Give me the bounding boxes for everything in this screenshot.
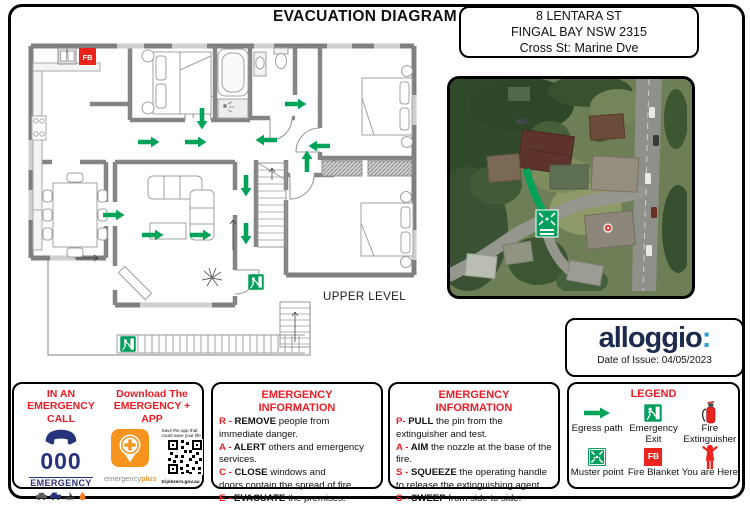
- emergency-plus-app: [104, 428, 157, 501]
- toilet-icon: [274, 48, 288, 69]
- legend-item-fire-blanket: FB Fire Blanket: [625, 446, 681, 479]
- pass-heading-line2: INFORMATION: [435, 401, 513, 414]
- pass-heading-line1: EMERGENCY: [438, 389, 510, 401]
- legend-heading: LEGEND: [630, 388, 677, 400]
- date-of-issue: Date of Issue: 04/05/2023: [597, 355, 712, 366]
- address-line-2: FINGAL BAY NSW 2315: [511, 25, 647, 39]
- brand-logo: [567, 324, 742, 353]
- property-marker: [604, 224, 612, 232]
- shower-icon: [218, 99, 248, 118]
- egress-path-icon: [584, 407, 610, 419]
- race-heading-line1: EMERGENCY: [261, 389, 333, 401]
- police-car-icon: [36, 492, 47, 500]
- qr-caption-top: Save the app that could save your life: [161, 428, 201, 439]
- satellite-map: [447, 76, 695, 299]
- address-line-1: 8 LENTARA ST: [536, 9, 622, 23]
- level-label: UPPER LEVEL: [323, 291, 407, 303]
- emergency-call-heading: IN AN EMERGENCY CALL: [27, 388, 95, 425]
- emergency-exit-icon: [248, 274, 264, 290]
- sideboard: [118, 266, 151, 299]
- address-box: [459, 6, 699, 58]
- fire-blanket-icon: [79, 48, 96, 65]
- legend-item-muster-point: Muster point: [569, 446, 625, 479]
- legend-item-fire-extinguisher: Fire Extinguisher: [682, 402, 738, 445]
- bed: [361, 192, 413, 268]
- floor-plan: [22, 40, 422, 380]
- svg-text:FB: FB: [82, 53, 93, 62]
- emergency-exit-icon: [644, 404, 662, 422]
- emergency-plus-app-icon: [110, 428, 150, 468]
- bathroom: [218, 48, 288, 118]
- triple-zero-logo: [18, 427, 104, 501]
- race-items: R - REMOVE people from immediate danger. A - ALERT others and emergency services. C - CLOSE windows and doors,contain the spread of fire. E - EVACUATE the premises.: [219, 415, 364, 504]
- balcony-strip: [368, 161, 412, 176]
- muster-point-icon: [588, 448, 606, 466]
- boat-icon: [64, 492, 75, 500]
- sink-icon: [58, 48, 76, 64]
- plant: [202, 268, 222, 286]
- fire-blanket-icon: FB: [644, 448, 662, 466]
- phone-label: EMERGENCY: [30, 478, 92, 489]
- pass-items: P- PULL the pin from the extinguisher and test. A - AIM the nozzle at the base of the fire. S - SQUEEZE the operating handle to release the extinguishing agent. S - SWEEP from side to side.: [396, 415, 552, 504]
- bed: [362, 66, 413, 148]
- brand-colon: :: [701, 322, 711, 354]
- page-title: EVACUATION DIAGRAM: [273, 8, 457, 25]
- legend-item-egress-path: Egress path: [569, 402, 625, 445]
- pass-info-panel: [388, 382, 560, 504]
- muster-point-marker: [536, 210, 558, 237]
- balcony-strip: [322, 161, 362, 176]
- stairs: [258, 163, 286, 247]
- basin-icon: [254, 52, 266, 76]
- bed: [142, 50, 211, 114]
- stove-icon: [32, 116, 46, 140]
- satellite-map-image: [450, 79, 687, 291]
- qr-code: [167, 439, 203, 475]
- emergency-exit-icon: [120, 336, 136, 352]
- deck-stairs: [280, 302, 310, 347]
- fire-truck-icon: [50, 492, 61, 500]
- legend-item-you-are-here: You are Here: [682, 446, 738, 479]
- race-heading-line2: INFORMATION: [258, 401, 336, 414]
- brand-name: alloggio: [598, 322, 702, 354]
- download-app-heading: Download The EMERGENCY + APP: [113, 388, 191, 425]
- app-name: emergencyplus: [104, 474, 157, 484]
- legend-panel: [567, 382, 740, 489]
- phone-handset-icon: [42, 427, 80, 445]
- address-line-3: Cross St: Marine Dve: [519, 41, 639, 55]
- qr-caption-bottom: triplezero.gov.au: [161, 479, 200, 485]
- qr-block: [162, 428, 208, 501]
- brand-logo-box: [565, 318, 744, 377]
- phone-number: 000: [40, 448, 82, 475]
- legend-item-emergency-exit: Emergency Exit: [625, 402, 681, 445]
- emergency-call-panel: [12, 382, 204, 489]
- dining-table: [43, 173, 107, 257]
- race-info-panel: [211, 382, 383, 504]
